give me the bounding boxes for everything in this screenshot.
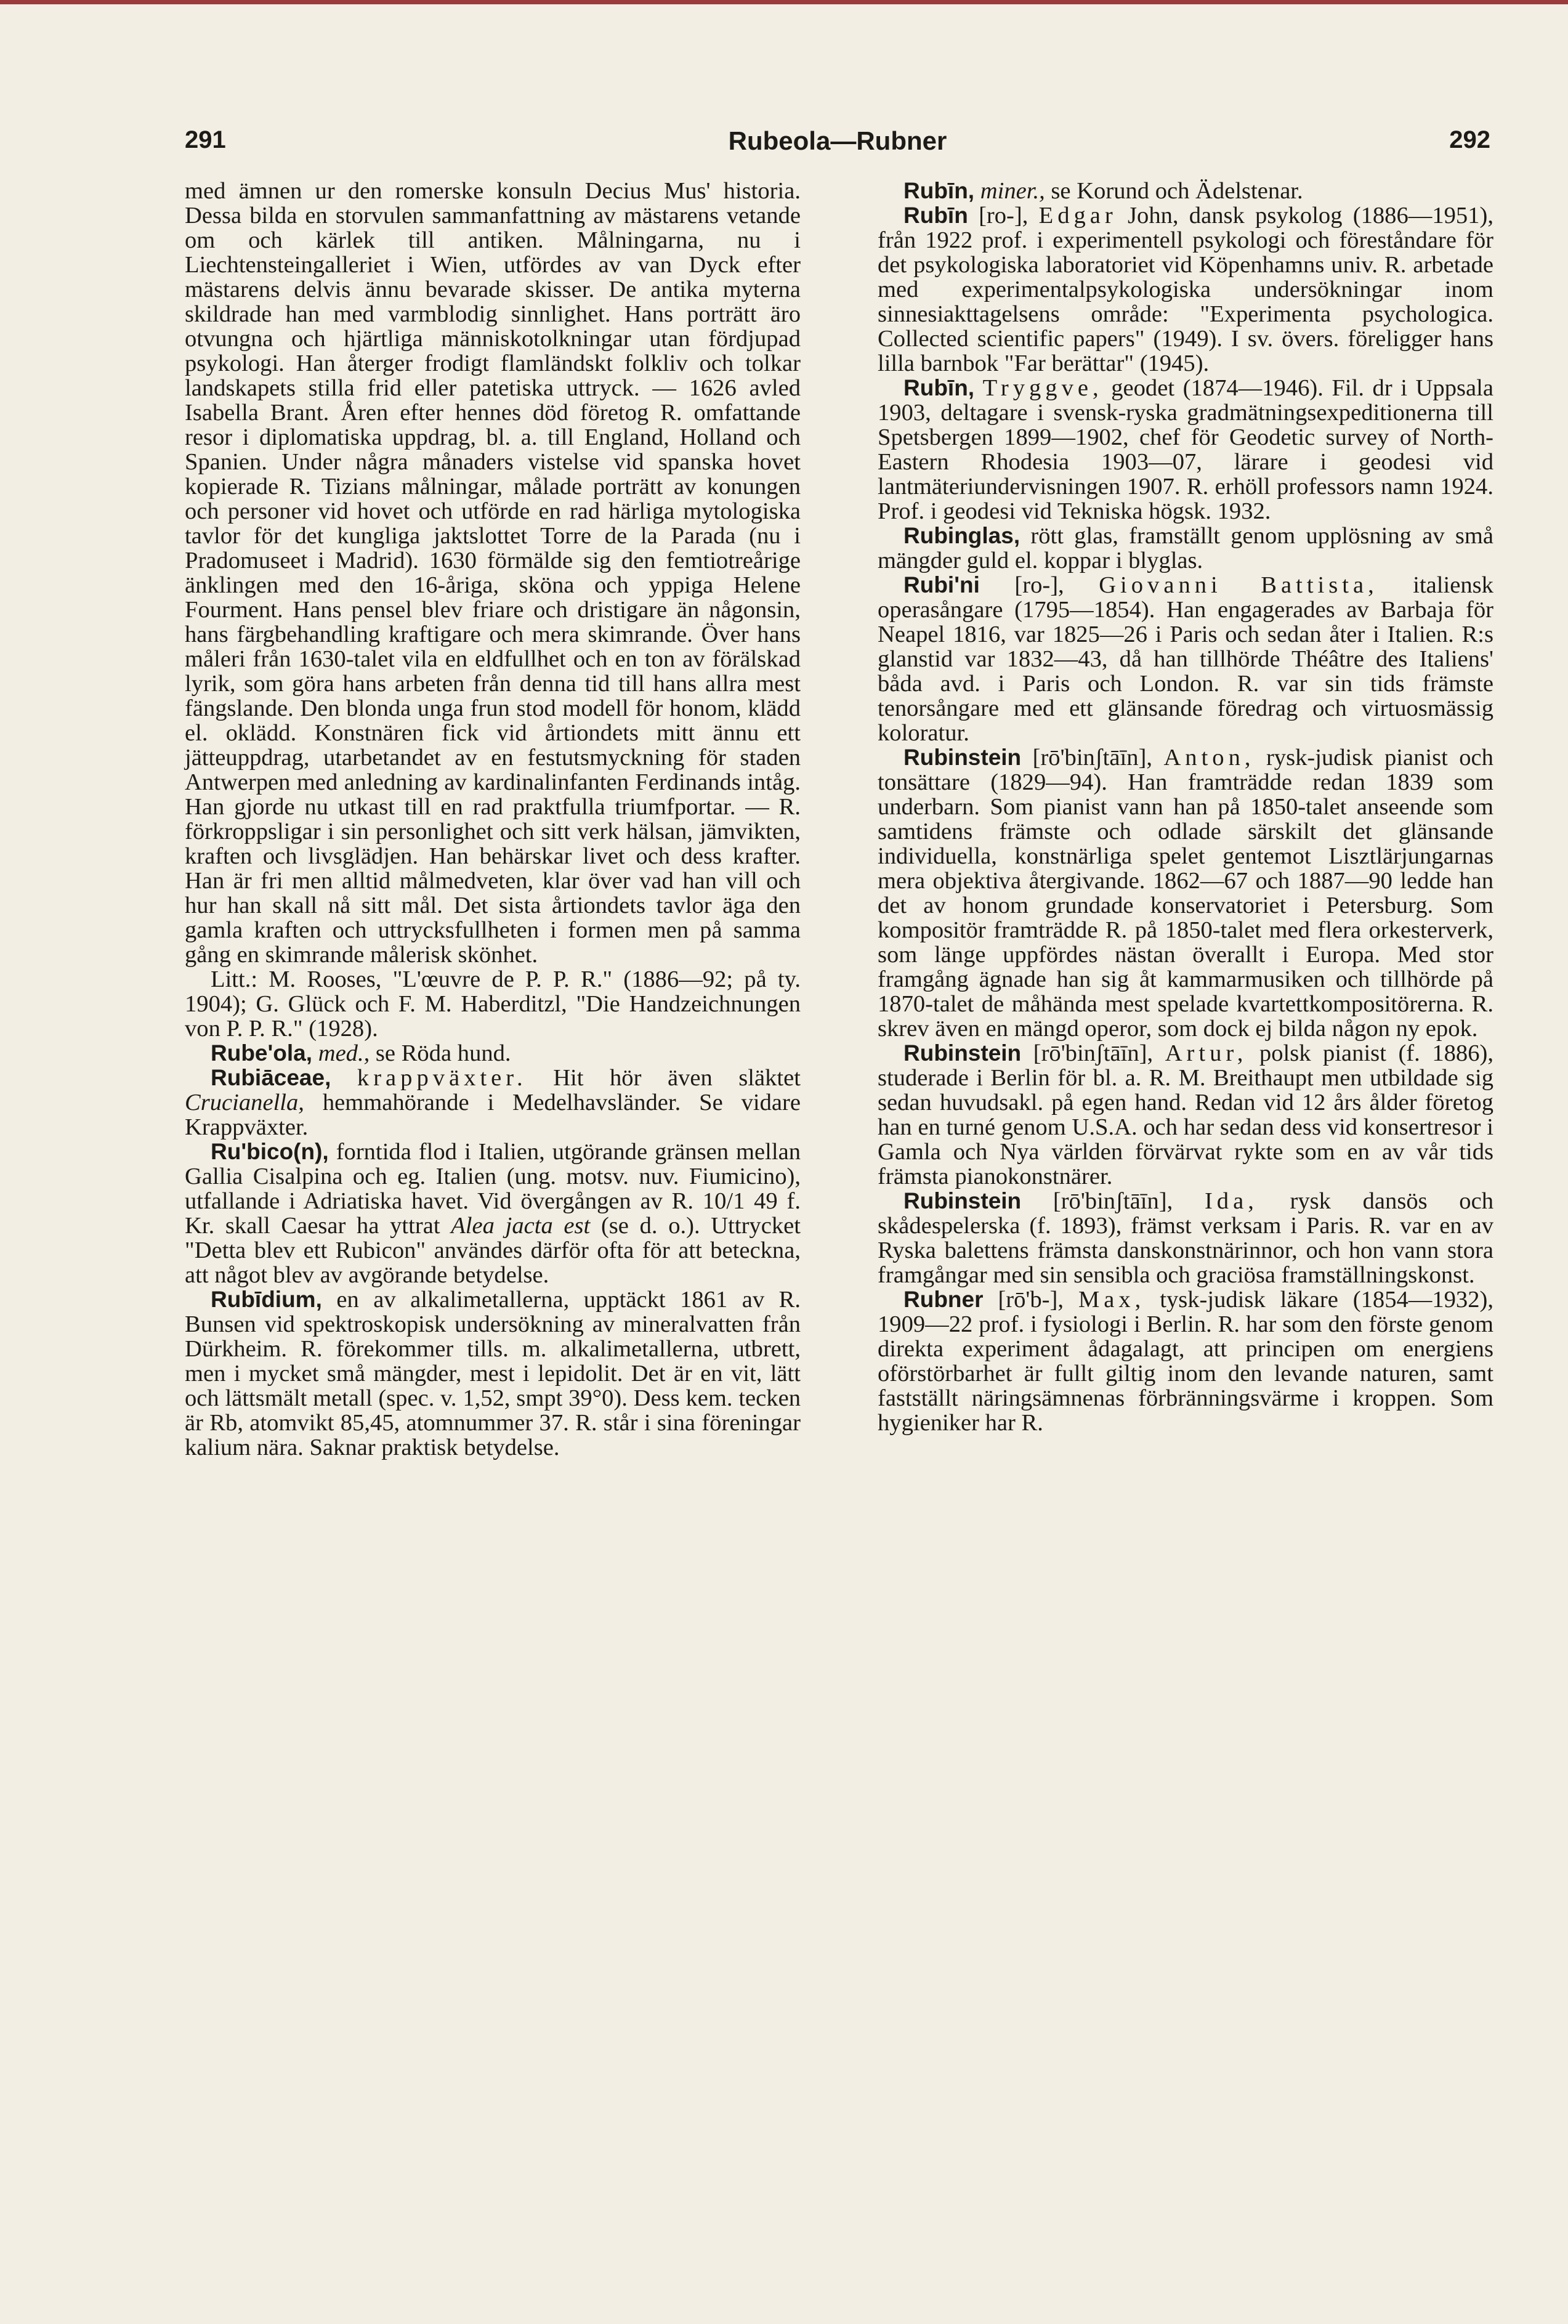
entry-text: rysk-judisk pianist och tonsättare (1829—94). Han framträdde redan 1839 som underbarn. Som pianist vann han på 1850-talet anseende som samtidens främste och odlade särskilt det glänsande individuella, konstnärliga spelet gentemot Lisztlärjungarnas mera objektiva återgivande. 1862—67 och 1887—90 ledde han det av honom grundade konservatoriet i Petersburg. Som kompositör framträdde R. på 1850-talet med flera orkesterverk, som länge uppfördes nästan överallt i Europa. Med stor framgång ägnade han sig åt kammarmusiken och tillhörde på 1870-talet de måhända mest spelade kvartettkompositörerna. R. skrev även en mängd operor, som dock ej bilda någon ny epok. <box>878 745 1493 1042</box>
entry-text: Hit hör även släktet <box>553 1065 801 1091</box>
entry-rubeola <box>185 1041 801 1066</box>
pronunciation: [rō'binʃtāīn], <box>1053 1188 1173 1214</box>
headword: Rubinstein <box>903 1040 1022 1066</box>
headword: Rubīn <box>903 203 968 228</box>
entry-rubin-tryggve <box>878 376 1493 524</box>
entry-rubinglas <box>878 524 1493 573</box>
pronunciation: [rō'binʃtāīn], <box>1033 1040 1154 1066</box>
entry-rubiaceae <box>185 1066 801 1140</box>
headword: Rubinstein <box>903 1188 1022 1213</box>
page-number-left: 291 <box>185 126 226 153</box>
field-abbrev: miner., <box>980 178 1045 204</box>
entry-rubini <box>878 573 1493 745</box>
spaced-name: Anton, <box>1163 745 1255 771</box>
spaced-gloss: krappväxter. <box>357 1065 527 1091</box>
entry-text: rött glas, framställt genom upplösning av små mängder guld el. koppar i blyglas. <box>878 523 1493 573</box>
entry-rubner <box>878 1287 1493 1435</box>
entry-rubicon <box>185 1140 801 1287</box>
entry-text: geodet (1874—1946). Fil. dr i Uppsala 1903, deltagare i svensk-ryska gradmätningsexpeditionerna till Spetsbergen 1899—1902, chef för Geodetic survey of North-Eastern Rhodesia 1903—07, lärare i geodesi vid lantmäteriundervisningen 1907. R. erhöll professors namn 1924. Prof. i geodesi vid Tekniska högsk. 1932. <box>878 375 1493 524</box>
headword: Rubinglas, <box>903 523 1020 548</box>
running-title: Rubeola—Rubner <box>728 126 947 155</box>
entry-text: hemmahörande i Medelhavsländer. Se vidare Krappväxter. <box>185 1090 801 1140</box>
page-header <box>185 126 1490 163</box>
entry-text: (se d. o.). Uttrycket "Detta blev ett Rubicon" användes därför ofta för att beteckna, att något blev av avgörande betydelse. <box>185 1213 801 1288</box>
entry-text: John, dansk psykolog (1886—1951), från 1922 prof. i experimentell psykologi och föreståndare för det psykologiska laboratoriet vid Köpenhamns univ. R. arbetade med experimentalpsykologiska undersökningar inom sinnesiakttagelsens område: "Experimenta psychologica. Collected scientific papers" (1949). I sv. övers. föreligger hans lilla barnbok "Far berättar" (1945). <box>878 203 1493 376</box>
entry-text: tysk-judisk läkare (1854—1932), 1909—22 prof. i fysiologi i Berlin. R. har som den förste genom direkta experiment ådagalagt, att principen om energiens oförstörbarhet är fullt giltig inom den levande naturen, samt fastställt näringsämnenas förbränningsvärme i kroppen. Som hygieniker har R. <box>878 1287 1494 1436</box>
headword: Rubīn, <box>903 178 975 203</box>
top-edge-rule <box>0 0 1568 4</box>
entry-text: polsk pianist (f. 1886), studerade i Berlin för bl. a. R. M. Breithaupt men utbildade sig sedan huvudsakl. på egen hand. Redan vid 12 års ålder företog han en turné genom U.S.A. och har sedan dess vid konsertresor i Gamla och Nya världen förvärvat rykte som en av vår tids främsta pianokonstnärer. <box>878 1040 1493 1189</box>
spaced-name: Max, <box>1078 1287 1146 1313</box>
headword: Rubīdium, <box>211 1287 322 1312</box>
entry-rubinstein-ida <box>878 1189 1493 1287</box>
headword: Rube'ola, <box>211 1040 313 1066</box>
right-column <box>878 179 1493 1435</box>
entry-rubinstein-artur <box>878 1041 1493 1189</box>
headword: Rubi'ni <box>903 572 980 597</box>
entry-text: rysk dansös och skådespelerska (f. 1893), främst verksam i Paris. R. var en av Ryska balettens främsta danskonstnärinnor, och hon vann stora framgångar med sin sensibla och graciösa framställningskonst. <box>878 1188 1493 1288</box>
pronunciation: [ro-], <box>1014 572 1064 598</box>
spaced-name: Giovanni Battista, <box>1099 572 1378 598</box>
page-number-right: 292 <box>1449 126 1490 153</box>
entry-rubidium <box>185 1287 801 1460</box>
entry-text: se Korund och Ädelstenar. <box>1051 178 1303 204</box>
headword: Rubner <box>903 1287 984 1312</box>
headword: Rubinstein <box>903 745 1022 770</box>
entry-text: italiensk operasångare (1795—1854). Han engagerades av Barbaja för Neapel 1816, var 1825—26 i Paris och sedan åter i Italien. R:s glanstid var 1832—43, då han tillhörde Théâtre des Italiens' båda avd. i Paris och London. R. var sin tids främste tenorsångare med ett glänsande föredrag och virtuosmässig koloratur. <box>878 572 1493 746</box>
pronunciation: [rō'binʃtāīn], <box>1032 745 1153 771</box>
italic-term: Alea jacta est <box>451 1213 591 1239</box>
spaced-name: Tryggve, <box>982 375 1103 401</box>
rubens-continuation: med ämnen ur den romerske konsuln Decius Mus' historia. Dessa bilda en storvulen sammanfattning av mästarens vetande om och kärlek till antiken. Målningarna, nu i Liechtensteingalleriet i Wien, utfördes av van Dyck efter mästarens delvis ännu bevarade skisser. De antika myterna skildrade han med varmblodig sinnlighet. Hans porträtt äro otvungna och hjärtliga människotolkningar utan fördjupad psykologi. Han återger frodigt flamländskt folkliv och tolkar landskapets stilla frid eller patetiska uttryck. — 1626 avled Isabella Brant. Åren efter hennes död företog R. omfattande resor i diplomatiska uppdrag, bl. a. till England, Holland och Spanien. Under några månaders vistelse vid spanska hovet kopierade R. Tizians målningar, målade porträtt av konungen och personer vid hovet och utförde en rad härliga mytologiska tavlor för det kungliga jaktslottet Torre de la Parada (nu i Pradomuseet i Madrid). 1630 förmälde sig den femtiotreårige änklingen med den 16-åriga, sköna och yppiga Helene Fourment. Hans pensel blev friare och dristigare än någonsin, hans färgbehandling kraftigare och mera skimrande. Över hans måleri från 1630-talet vila en eldfullhet och en ton av förälskad lyrik, som göra hans arbeten från denna tid till hans allra mest fängslande. Den blonda unga frun stod modell för honom, klädd el. oklädd. Konstnären fick vid årtiondets mitt ännu ett jätteuppdrag, utarbetandet av en festutsmyckning för staden Antwerpen med anledning av kardinalinfanten Ferdinands intåg. Han gjorde nu utkast till en rad praktfulla triumfportar. — R. förkroppsligar i sin personlighet och sitt verk hälsan, jämvikten, kraften och livsglädjen. Han behärskar livet och dess krafter. Han är fri men alltid målmedveten, klar över vad han vill och hur han skall nå sitt mål. Det sista årtiondets tavlor äga den gamla kraften och uttrycksfullheten i formen men på samma gång en skimrande målerisk skönhet. <box>185 178 801 968</box>
field-abbrev: med., <box>318 1040 370 1066</box>
headword: Rubīn, <box>903 375 975 400</box>
spaced-name: Edgar <box>1038 203 1117 229</box>
spaced-name: Ida, <box>1204 1188 1258 1214</box>
headword: Ru'bico(n), <box>211 1139 329 1164</box>
rubens-literature: Litt.: M. Rooses, "L'œuvre de P. P. R." (1886—92; på ty. 1904); G. Glück och F. M. Haberditzl, "Die Handzeichnungen von P. P. R." (1928). <box>185 966 801 1042</box>
entry-rubin-miner <box>878 179 1493 203</box>
spaced-name: Artur, <box>1165 1040 1248 1066</box>
left-column <box>185 179 801 1460</box>
headword: Rubiāceae, <box>211 1065 331 1090</box>
italic-term: Crucianella, <box>185 1090 304 1115</box>
entry-rubin-edgar <box>878 203 1493 376</box>
pronunciation: [rō'b-], <box>998 1287 1064 1313</box>
entry-text: forntida flod i Italien, utgörande gränsen mellan Gallia Cisalpina och eg. Italien (ung. motsv. nuv. Fiumicino), utfallande i Adriatiska havet. Vid övergången av R. 10/1 49 f. Kr. skall Caesar ha yttrat <box>185 1139 801 1239</box>
pronunciation: [ro-], <box>979 203 1028 229</box>
entry-text: en av alkalimetallerna, upptäckt 1861 av R. Bunsen vid spektroskopisk undersökning av mineralvatten från Dürkheim. R. förekommer tills. m. alkalimetallerna, utbrett, men i mycket små mängder, mest i lepidolit. Det är en vit, lätt och lättsmält metall (spec. v. 1,52, smpt 39°0). Dess kem. tecken är Rb, atomvikt 85,45, atomnummer 37. R. står i sina föreningar kalium nära. Saknar praktisk betydelse. <box>185 1287 801 1460</box>
entry-rubinstein-anton <box>878 745 1493 1041</box>
entry-text: se Röda hund. <box>375 1040 511 1066</box>
